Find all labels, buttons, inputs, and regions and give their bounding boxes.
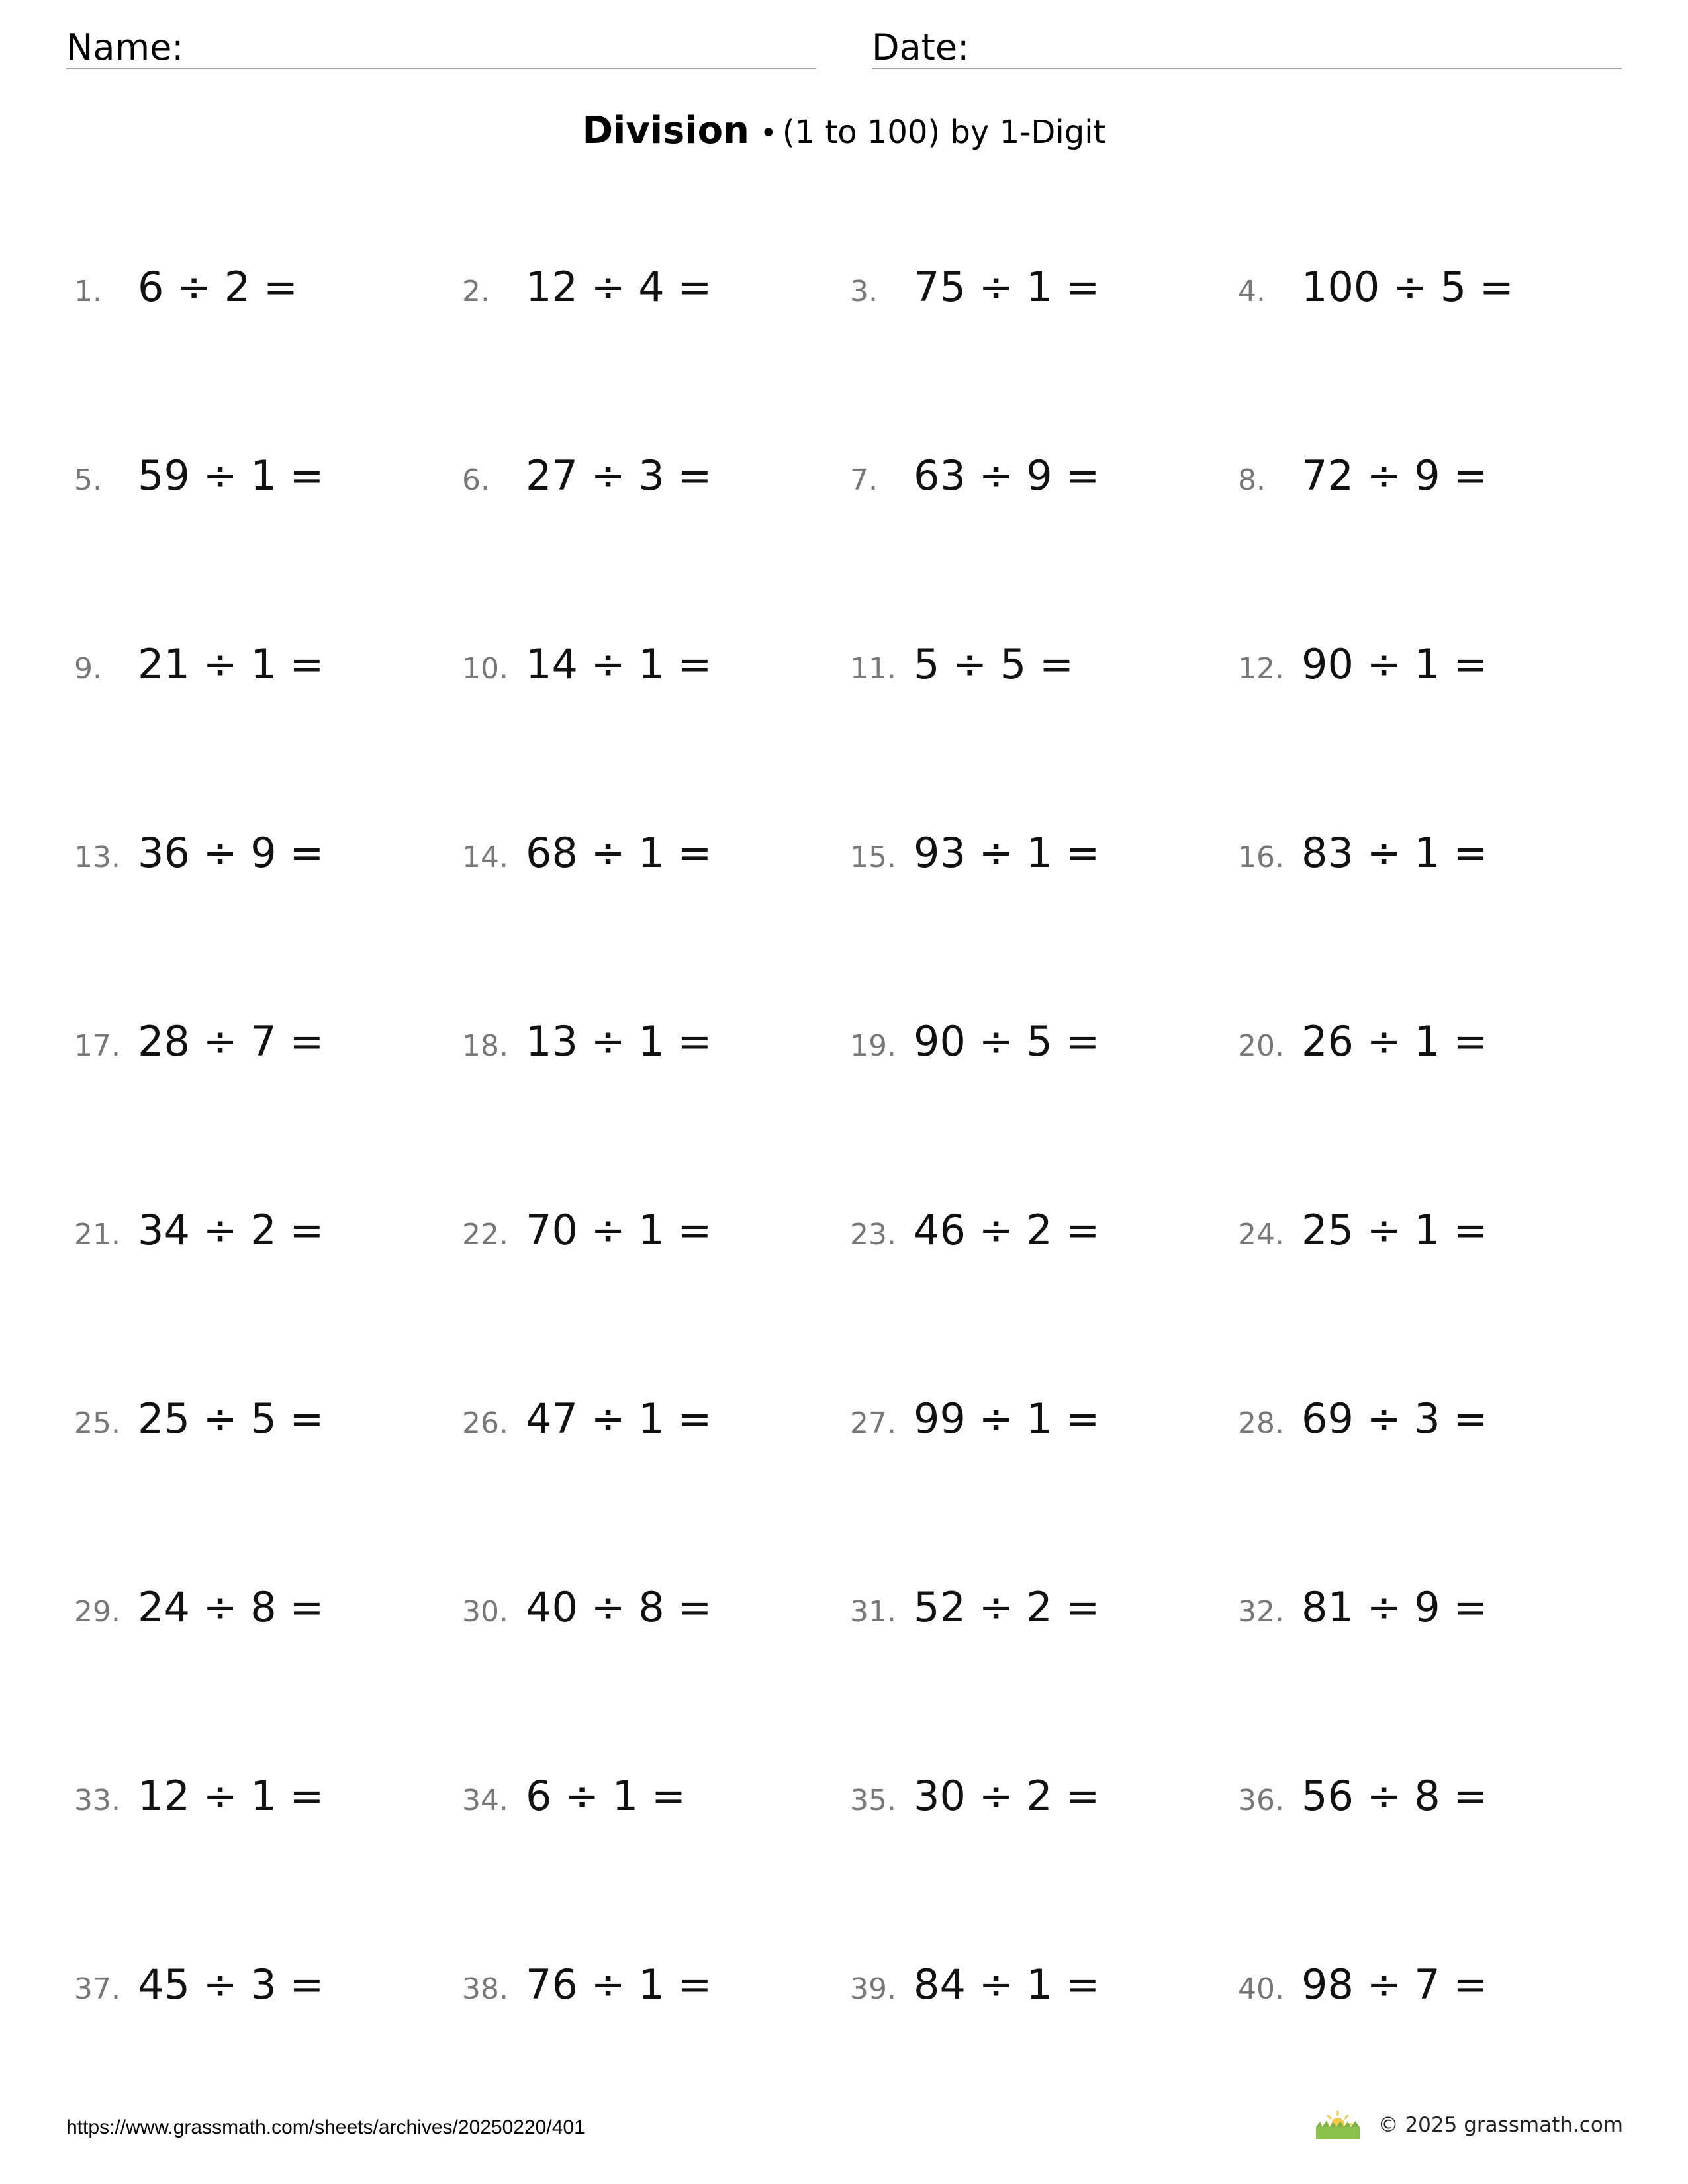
title-bullet: •: [759, 116, 777, 150]
problem-expression: 68 ÷ 1 =: [526, 829, 712, 877]
problem-item: [462, 1206, 712, 1265]
problem-number: 34.: [462, 1784, 508, 1817]
problem-item: [850, 829, 1100, 888]
problem-number: 29.: [74, 1595, 120, 1629]
problem-item: [462, 1017, 712, 1077]
problem-number: 11.: [850, 652, 896, 686]
problem-number: 13.: [74, 841, 120, 874]
problem-expression: 12 ÷ 1 =: [138, 1772, 324, 1820]
problem-expression: 93 ÷ 1 =: [914, 829, 1100, 877]
problem-item: [1238, 829, 1487, 888]
problem-number: 25.: [74, 1406, 120, 1440]
problem-number: 37.: [74, 1972, 120, 2006]
problem-item: [1238, 263, 1514, 322]
problem-number: 15.: [850, 841, 896, 874]
problem-number: 24.: [1238, 1218, 1284, 1251]
problem-number: 7.: [850, 463, 878, 497]
problem-number: 26.: [462, 1406, 508, 1440]
problem-number: 30.: [462, 1595, 508, 1629]
problem-number: 27.: [850, 1406, 896, 1440]
problem-expression: 6 ÷ 2 =: [138, 263, 298, 311]
problem-number: 19.: [850, 1029, 896, 1063]
problem-item: [850, 1206, 1100, 1265]
problem-item: [462, 1583, 712, 1643]
problem-item: [462, 263, 712, 322]
problem-number: 9.: [74, 652, 102, 686]
problem-item: [462, 829, 712, 888]
problem-expression: 90 ÷ 5 =: [914, 1017, 1100, 1066]
problem-item: [1238, 451, 1487, 511]
problem-expression: 69 ÷ 3 =: [1301, 1394, 1488, 1443]
title-subtitle: (1 to 100) by 1-Digit: [782, 114, 1106, 151]
problem-number: 6.: [462, 463, 490, 497]
problem-item: [1238, 640, 1487, 700]
problem-number: 12.: [1238, 652, 1284, 686]
problem-expression: 34 ÷ 2 =: [138, 1206, 324, 1254]
problem-number: 16.: [1238, 841, 1284, 874]
problem-item: [850, 1772, 1100, 1831]
problem-number: 17.: [74, 1029, 120, 1063]
problem-item: [1238, 1394, 1487, 1454]
problem-item: [74, 1017, 324, 1077]
problem-expression: 90 ÷ 1 =: [1301, 640, 1488, 688]
problem-item: [74, 829, 324, 888]
problem-item: [1238, 1772, 1487, 1831]
problem-expression: 12 ÷ 4 =: [526, 263, 712, 311]
problem-item: [462, 451, 712, 511]
problem-expression: 6 ÷ 1 =: [526, 1772, 686, 1820]
problem-item: [74, 451, 324, 511]
problem-number: 4.: [1238, 275, 1266, 308]
problem-expression: 27 ÷ 3 =: [526, 451, 712, 500]
problem-expression: 47 ÷ 1 =: [526, 1394, 712, 1443]
problem-expression: 21 ÷ 1 =: [138, 640, 324, 688]
problem-expression: 70 ÷ 1 =: [526, 1206, 712, 1254]
date-label: Date:: [872, 26, 970, 68]
problem-expression: 25 ÷ 1 =: [1301, 1206, 1488, 1254]
problem-expression: 98 ÷ 7 =: [1301, 1960, 1488, 2009]
problem-item: [1238, 1017, 1487, 1077]
problem-item: [462, 1394, 712, 1454]
problem-expression: 76 ÷ 1 =: [526, 1960, 712, 2009]
problem-number: 10.: [462, 652, 508, 686]
problem-expression: 36 ÷ 9 =: [138, 829, 324, 877]
problem-number: 40.: [1238, 1972, 1284, 2006]
problem-number: 39.: [850, 1972, 896, 2006]
problem-expression: 59 ÷ 1 =: [138, 451, 324, 500]
problem-number: 21.: [74, 1218, 120, 1251]
problem-item: [74, 640, 324, 700]
problem-expression: 46 ÷ 2 =: [914, 1206, 1100, 1254]
copyright-text: © 2025 grassmath.com: [1378, 2113, 1623, 2137]
problem-number: 23.: [850, 1218, 896, 1251]
problem-expression: 75 ÷ 1 =: [914, 263, 1100, 311]
problem-expression: 14 ÷ 1 =: [526, 640, 712, 688]
problem-number: 33.: [74, 1784, 120, 1817]
problem-number: 8.: [1238, 463, 1266, 497]
problem-expression: 13 ÷ 1 =: [526, 1017, 712, 1066]
problem-item: [1238, 1583, 1487, 1643]
problem-item: [1238, 1960, 1487, 2020]
footer-url[interactable]: https://www.grassmath.com/sheets/archives/20250220/401: [66, 2116, 585, 2138]
problem-item: [850, 1960, 1100, 2020]
problem-item: [850, 263, 1100, 322]
problem-expression: 52 ÷ 2 =: [914, 1583, 1100, 1631]
problem-number: 22.: [462, 1218, 508, 1251]
problem-number: 3.: [850, 275, 878, 308]
problem-expression: 45 ÷ 3 =: [138, 1960, 324, 2009]
title-main: Division: [582, 109, 749, 152]
problem-number: 2.: [462, 275, 490, 308]
problem-expression: 56 ÷ 8 =: [1301, 1772, 1488, 1820]
problem-expression: 30 ÷ 2 =: [914, 1772, 1100, 1820]
problem-item: [74, 1583, 324, 1643]
problem-number: 14.: [462, 841, 508, 874]
problem-item: [462, 1960, 712, 2020]
problem-expression: 84 ÷ 1 =: [914, 1960, 1100, 2009]
problem-expression: 26 ÷ 1 =: [1301, 1017, 1488, 1066]
problem-expression: 72 ÷ 9 =: [1301, 451, 1488, 500]
problem-expression: 28 ÷ 7 =: [138, 1017, 324, 1066]
problem-item: [850, 451, 1100, 511]
problem-item: [74, 1394, 324, 1454]
footer-brand: [1315, 2110, 1623, 2140]
problem-item: [850, 1583, 1100, 1643]
problem-expression: 100 ÷ 5 =: [1301, 263, 1514, 311]
problem-item: [74, 1206, 324, 1265]
problem-expression: 99 ÷ 1 =: [914, 1394, 1100, 1443]
problem-expression: 83 ÷ 1 =: [1301, 829, 1488, 877]
problem-expression: 25 ÷ 5 =: [138, 1394, 324, 1443]
problem-item: [462, 640, 712, 700]
problem-item: [74, 1772, 324, 1831]
problem-item: [74, 1960, 324, 2020]
problem-item: [1238, 1206, 1487, 1265]
problem-expression: 5 ÷ 5 =: [914, 640, 1074, 688]
problem-expression: 81 ÷ 9 =: [1301, 1583, 1488, 1631]
problem-number: 28.: [1238, 1406, 1284, 1440]
grass-sun-logo-icon: [1315, 2110, 1361, 2140]
problem-item: [850, 1017, 1100, 1077]
problem-expression: 40 ÷ 8 =: [526, 1583, 712, 1631]
problem-number: 20.: [1238, 1029, 1284, 1063]
problem-number: 1.: [74, 275, 102, 308]
problem-expression: 63 ÷ 9 =: [914, 451, 1100, 500]
problem-number: 31.: [850, 1595, 896, 1629]
problem-number: 32.: [1238, 1595, 1284, 1629]
problem-item: [850, 640, 1074, 700]
problem-item: [462, 1772, 686, 1831]
problem-item: [850, 1394, 1100, 1454]
problem-number: 36.: [1238, 1784, 1284, 1817]
problem-number: 18.: [462, 1029, 508, 1063]
problem-number: 5.: [74, 463, 102, 497]
problem-item: [74, 263, 298, 322]
name-label: Name:: [66, 26, 184, 68]
problem-expression: 24 ÷ 8 =: [138, 1583, 324, 1631]
problem-number: 38.: [462, 1972, 508, 2006]
problem-number: 35.: [850, 1784, 896, 1817]
